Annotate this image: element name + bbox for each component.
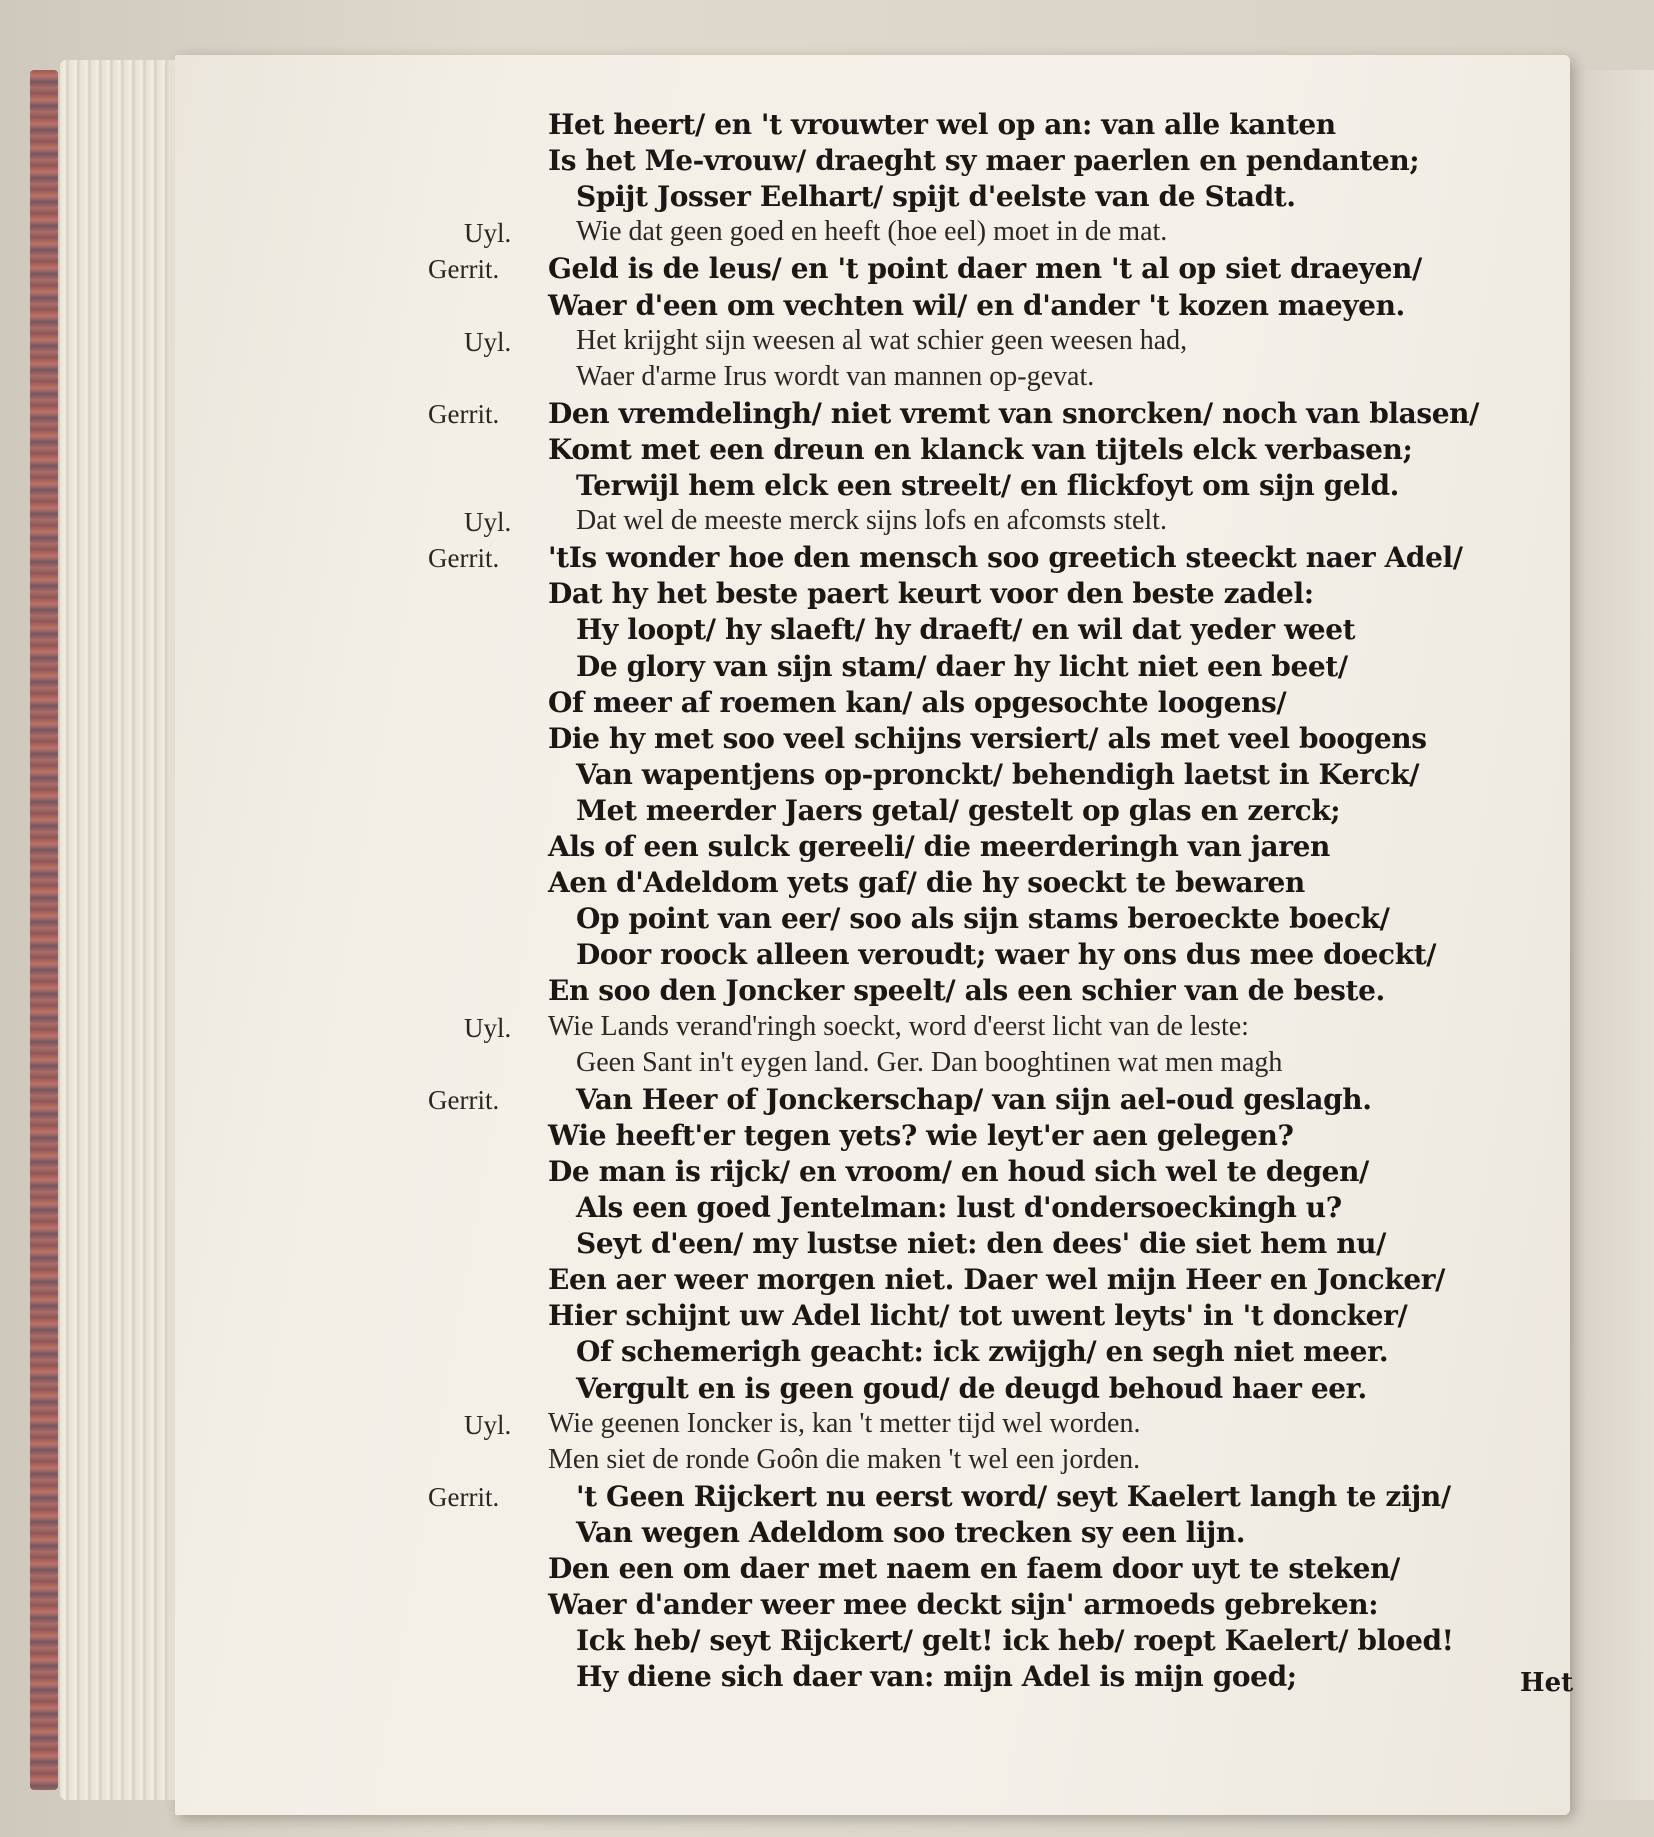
verse-line: Geld is de leus/ en 't point daer men 't al op siet draeyen/	[548, 252, 1422, 286]
verse-line: 'tIs wonder hoe den mensch soo greetich steeckt naer Adel/	[548, 541, 1463, 575]
verse-line: Vergult en is geen goud/ de deugd behoud haer eer.	[576, 1371, 1367, 1405]
verse-line: Men siet de ronde Goôn die maken 't wel een jorden.	[548, 1443, 1141, 1475]
speaker-label: Gerrit.	[428, 1481, 500, 1512]
verse-line: Van wegen Adeldom soo trecken sy een lijn.	[576, 1515, 1246, 1549]
verse-line: Als of een sulck gereeli/ die meerderingh van jaren	[548, 830, 1330, 863]
verse-line: Wie dat geen goed en heeft (hoe eel) moet in de mat.	[576, 216, 1168, 248]
verse-line: Van Heer of Jonckerschap/ van sijn ael-oud geslagh.	[576, 1082, 1372, 1116]
speaker-label: Gerrit.	[428, 543, 500, 574]
verse-line: Die hy met soo veel schijns versiert/ als met veel boogens	[548, 721, 1427, 755]
speaker-label: Uyl.	[464, 218, 512, 249]
verse-line: Seyt d'een/ my lustse niet: den dees' die siet hem nu/	[576, 1227, 1386, 1261]
speaker-label: Gerrit.	[428, 398, 500, 429]
catchword: Het	[1520, 1668, 1574, 1698]
verse-line: Het krijght sijn weesen al wat schier geen weesen had,	[576, 324, 1188, 356]
speaker-label: Gerrit.	[428, 254, 500, 285]
speaker-label: Uyl.	[464, 1012, 512, 1043]
verse-line: Aen d'Adeldom yets gaf/ die hy soeckt te bewaren	[548, 866, 1305, 900]
verse-line: Waer d'ander weer mee deckt sijn' armoeds gebreken:	[548, 1588, 1379, 1622]
verse-line: Waer d'arme Irus wordt van mannen op-gevat.	[576, 360, 1095, 392]
speaker-label: Uyl.	[464, 1409, 512, 1440]
verse-line: Of schemerigh geacht: ick zwijgh/ en segh niet meer.	[576, 1335, 1389, 1369]
speaker-label: Uyl.	[464, 507, 512, 538]
verse-line: Wie geenen Ioncker is, kan 't metter tijd wel worden.	[548, 1407, 1141, 1439]
verse-line: Den een om daer met naem en faem door uyt te steken/	[548, 1552, 1400, 1585]
verse-line: Van wapentjens op-pronckt/ behendigh laetst in Kerck/	[576, 757, 1420, 791]
verse-line: Het heert/ en 't vrouwter wel op an: van alle kanten	[548, 108, 1336, 141]
verse-line: Of meer af roemen kan/ als opgesochte loogens/	[548, 685, 1287, 719]
verse-line: Wie heeft'er tegen yets? wie leyt'er aen gelegen?	[548, 1118, 1294, 1152]
verse-line: 't Geen Rijckert nu eerst word/ seyt Kaelert langh te zijn/	[576, 1479, 1451, 1513]
verse-line: Dat wel de meeste merck sijns lofs en afcomsts stelt.	[576, 505, 1167, 537]
verse-line: Dat hy het beste paert keurt voor den beste zadel:	[548, 577, 1314, 611]
verse-line: En soo den Joncker speelt/ als een schier van de beste.	[548, 974, 1385, 1008]
verse-line: Hier schijnt uw Adel licht/ tot uwent leyts' in 't doncker/	[548, 1299, 1408, 1333]
verse-line: Door roock alleen veroudt; waer hy ons dus mee doeckt/	[576, 938, 1437, 972]
verse-line: Een aer weer morgen niet. Daer wel mijn Heer en Joncker/	[548, 1263, 1445, 1297]
speaker-label: Uyl.	[464, 326, 512, 357]
verse-line: Waer d'een om vechten wil/ en d'ander 't kozen maeyen.	[548, 288, 1405, 322]
verse-line: Als een goed Jentelman: lust d'ondersoeckingh u?	[576, 1191, 1342, 1224]
verse-line: Is het Me-vrouw/ draeght sy maer paerlen en pendanten;	[548, 144, 1420, 178]
verse-line: De man is rijck/ en vroom/ en houd sich wel te degen/	[548, 1154, 1369, 1188]
verse-line: Hy loopt/ hy slaeft/ hy draeft/ en wil dat yeder weet	[576, 613, 1356, 647]
verse-line: Ick heb/ seyt Rijckert/ gelt! ick heb/ roept Kaelert/ bloed!	[576, 1624, 1454, 1658]
verse-line: Met meerder Jaers getal/ gestelt op glas en zerck;	[576, 793, 1341, 827]
verse-line: Spijt Josser Eelhart/ spijt d'eelste van de Stadt.	[576, 180, 1296, 214]
verse-line: Komt met een dreun en klanck van tijtels elck verbasen;	[548, 432, 1413, 466]
verse-line: Geen Sant in't eygen land. Ger. Dan booghtinen wat men magh	[576, 1046, 1283, 1078]
verse-line: Hy diene sich daer van: mijn Adel is mijn goed;	[576, 1660, 1297, 1694]
verse-line: De glory van sijn stam/ daer hy licht niet een beet/	[576, 649, 1348, 683]
verse-line: Op point van eer/ soo als sijn stams beroeckte boeck/	[576, 902, 1390, 936]
verse-line: Den vremdelingh/ niet vremt van snorcken/ noch van blasen/	[548, 396, 1479, 430]
verse-line: Wie Lands verand'ringh soeckt, word d'eerst licht van de leste:	[548, 1010, 1249, 1042]
verse-line: Terwijl hem elck een streelt/ en flickfoyt om sijn geld.	[576, 469, 1400, 502]
speaker-label: Gerrit.	[428, 1084, 500, 1115]
